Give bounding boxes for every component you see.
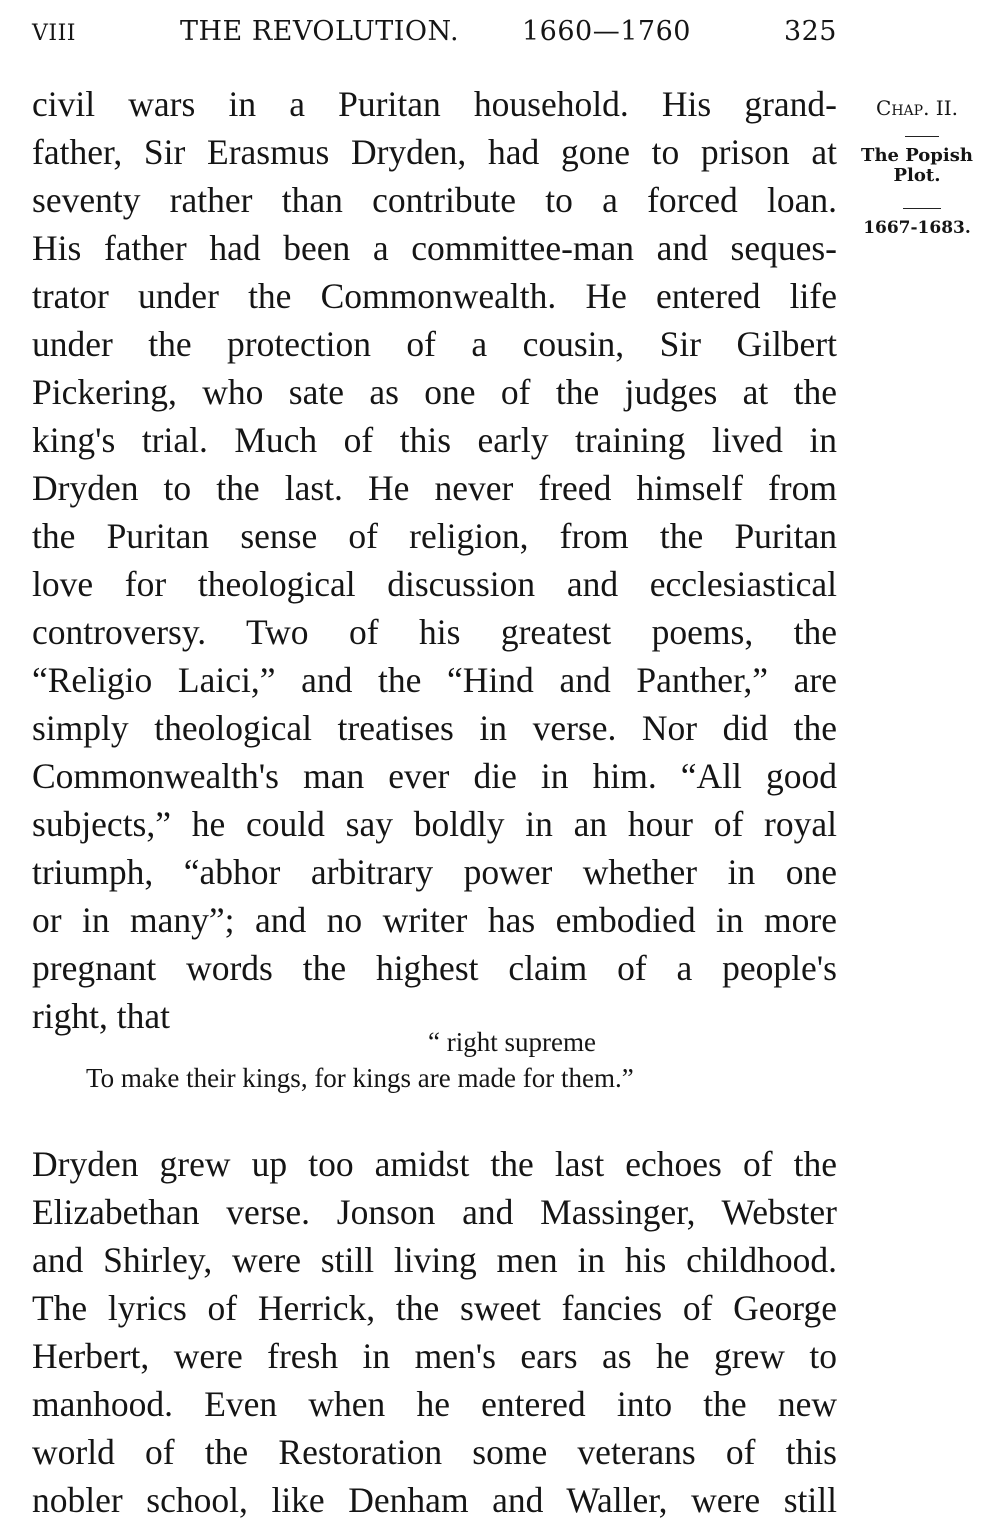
text-line: pregnant words the highest claim of a people's — [32, 948, 837, 988]
text-line: Commonwealth's man ever die in him. “All good — [32, 756, 837, 796]
verse-quote-line-2: To make their kings, for kings are made for them.” — [86, 1063, 634, 1093]
header-years: 1660—1760 — [522, 16, 691, 47]
page-number: 325 — [783, 16, 837, 47]
text-line: king's trial. Much of this early training lived in — [32, 420, 837, 460]
text-line: “Religio Laici,” and the “Hind and Panther,” are — [32, 660, 837, 700]
margin-chapter-label: Chap. II. — [876, 96, 958, 120]
margin-section-line: Plot. — [893, 165, 941, 186]
text-line: subjects,” he could say boldly in an hour of royal — [32, 804, 837, 844]
margin-section-title — [842, 146, 992, 186]
margin-divider — [903, 208, 941, 209]
text-line: Elizabethan verse. Jonson and Massinger, Webster — [32, 1192, 837, 1232]
text-line: manhood. Even when he entered into the new — [32, 1384, 837, 1424]
text-line: triumph, “abhor arbitrary power whether in one — [32, 852, 837, 892]
paragraph-2 — [32, 1140, 837, 1524]
text-line: right, that — [32, 996, 171, 1036]
text-line: and Shirley, were still living men in his childhood. — [32, 1240, 837, 1280]
text-line: Dryden grew up too amidst the last echoes of the — [32, 1144, 837, 1184]
text-line: nobler school, like Denham and Waller, were still — [32, 1480, 837, 1520]
text-line: Herbert, were fresh in men's ears as he grew to — [32, 1336, 837, 1376]
text-line: civil wars in a Puritan household. His grand- — [32, 84, 837, 124]
text-line: or in many”; and no writer has embodied in more — [32, 900, 837, 940]
margin-section-line: The Popish — [861, 145, 973, 166]
text-line: Dryden to the last. He never freed himself from — [32, 468, 837, 508]
text-line: The lyrics of Herrick, the sweet fancies of George — [32, 1288, 837, 1328]
header-chapter-number: VIII — [32, 21, 76, 46]
paragraph-1 — [32, 80, 837, 1040]
text-line: Pickering, who sate as one of the judges at the — [32, 372, 837, 412]
text-line: world of the Restoration some veterans of this — [32, 1432, 837, 1472]
running-header — [32, 12, 837, 52]
text-line: simply theological treatises in verse. Nor did the — [32, 708, 837, 748]
text-line: under the protection of a cousin, Sir Gilbert — [32, 324, 837, 364]
margin-dates: 1667-1683. — [863, 218, 971, 238]
text-line: love for theological discussion and ecclesiastical — [32, 564, 837, 604]
text-line: father, Sir Erasmus Dryden, had gone to prison at — [32, 132, 837, 172]
margin-divider — [905, 136, 939, 137]
header-title: THE REVOLUTION. — [180, 16, 460, 47]
text-line: controversy. Two of his greatest poems, the — [32, 612, 837, 652]
text-line: trator under the Commonwealth. He entered life — [32, 276, 837, 316]
text-line: seventy rather than contribute to a forced loan. — [32, 180, 837, 220]
verse-quote-line-1: “ right supreme — [428, 1027, 596, 1057]
text-line: His father had been a committee-man and seques- — [32, 228, 837, 268]
text-line: the Puritan sense of religion, from the Puritan — [32, 516, 837, 556]
